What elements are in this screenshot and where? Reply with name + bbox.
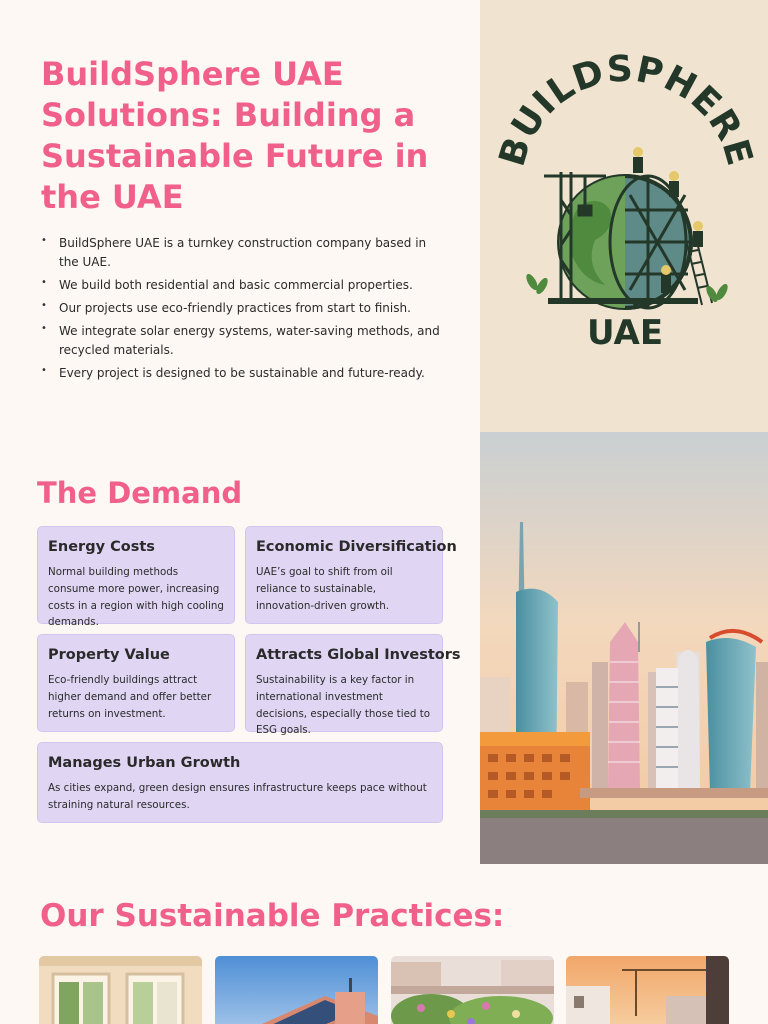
card-text: Eco-friendly buildings attract higher demand and offer better returns on investment. xyxy=(48,674,212,720)
city-skyline-illustration xyxy=(480,432,768,864)
page-title: BuildSphere UAE Solutions: Building a Sustainable Future in the UAE xyxy=(41,55,429,216)
intro-bullet: • BuildSphere UAE is a turnkey construction company based in the UAE. xyxy=(41,234,441,272)
demand-card xyxy=(37,742,443,823)
card-text: Sustainability is a key factor in international investment decisions, especially those tied to ESG goals. xyxy=(256,674,431,737)
demand-card xyxy=(37,634,235,732)
practice-image-solar xyxy=(215,956,378,1024)
practices-section-title: Our Sustainable Practices: xyxy=(40,898,505,934)
city-skyline-image xyxy=(480,432,768,864)
card-text: As cities expand, green design ensures infrastructure keeps pace without straining natural resources. xyxy=(48,782,427,811)
intro-bullet: • We integrate solar energy systems, water-saving methods, and recycled materials. xyxy=(41,322,441,360)
card-title: Property Value xyxy=(48,647,170,663)
intro-bullet: • Our projects use eco-friendly practices from start to finish. xyxy=(41,299,441,318)
intro-bullet: • Every project is designed to be sustainable and future-ready. xyxy=(41,364,441,383)
card-text: UAE’s goal to shift from oil reliance to sustainable, innovation-driven growth. xyxy=(256,566,393,612)
card-title: Energy Costs xyxy=(48,539,155,555)
svg-text:BUILDSPHERE xyxy=(492,49,760,171)
demand-card xyxy=(245,526,457,624)
logo-top-text: BUILDSPHERE xyxy=(491,48,761,171)
practice-image-green-roof xyxy=(391,956,554,1024)
intro-bullet-list xyxy=(41,234,441,387)
company-logo xyxy=(480,0,768,432)
practice-image-windows xyxy=(39,956,202,1024)
logo-panel xyxy=(480,0,768,432)
card-title: Attracts Global Investors xyxy=(256,647,461,663)
demand-card xyxy=(245,634,461,737)
logo-bottom-text: UAE xyxy=(586,313,664,353)
card-title: Economic Diversification xyxy=(256,539,457,555)
practice-image-construction xyxy=(566,956,729,1024)
demand-card xyxy=(37,526,235,629)
demand-section-title: The Demand xyxy=(37,476,243,510)
card-title: Manages Urban Growth xyxy=(48,755,241,771)
intro-bullet: • We build both residential and basic commercial properties. xyxy=(41,276,441,295)
card-text: Normal building methods consume more power, increasing costs in a region with high cooling demands. xyxy=(48,566,224,629)
